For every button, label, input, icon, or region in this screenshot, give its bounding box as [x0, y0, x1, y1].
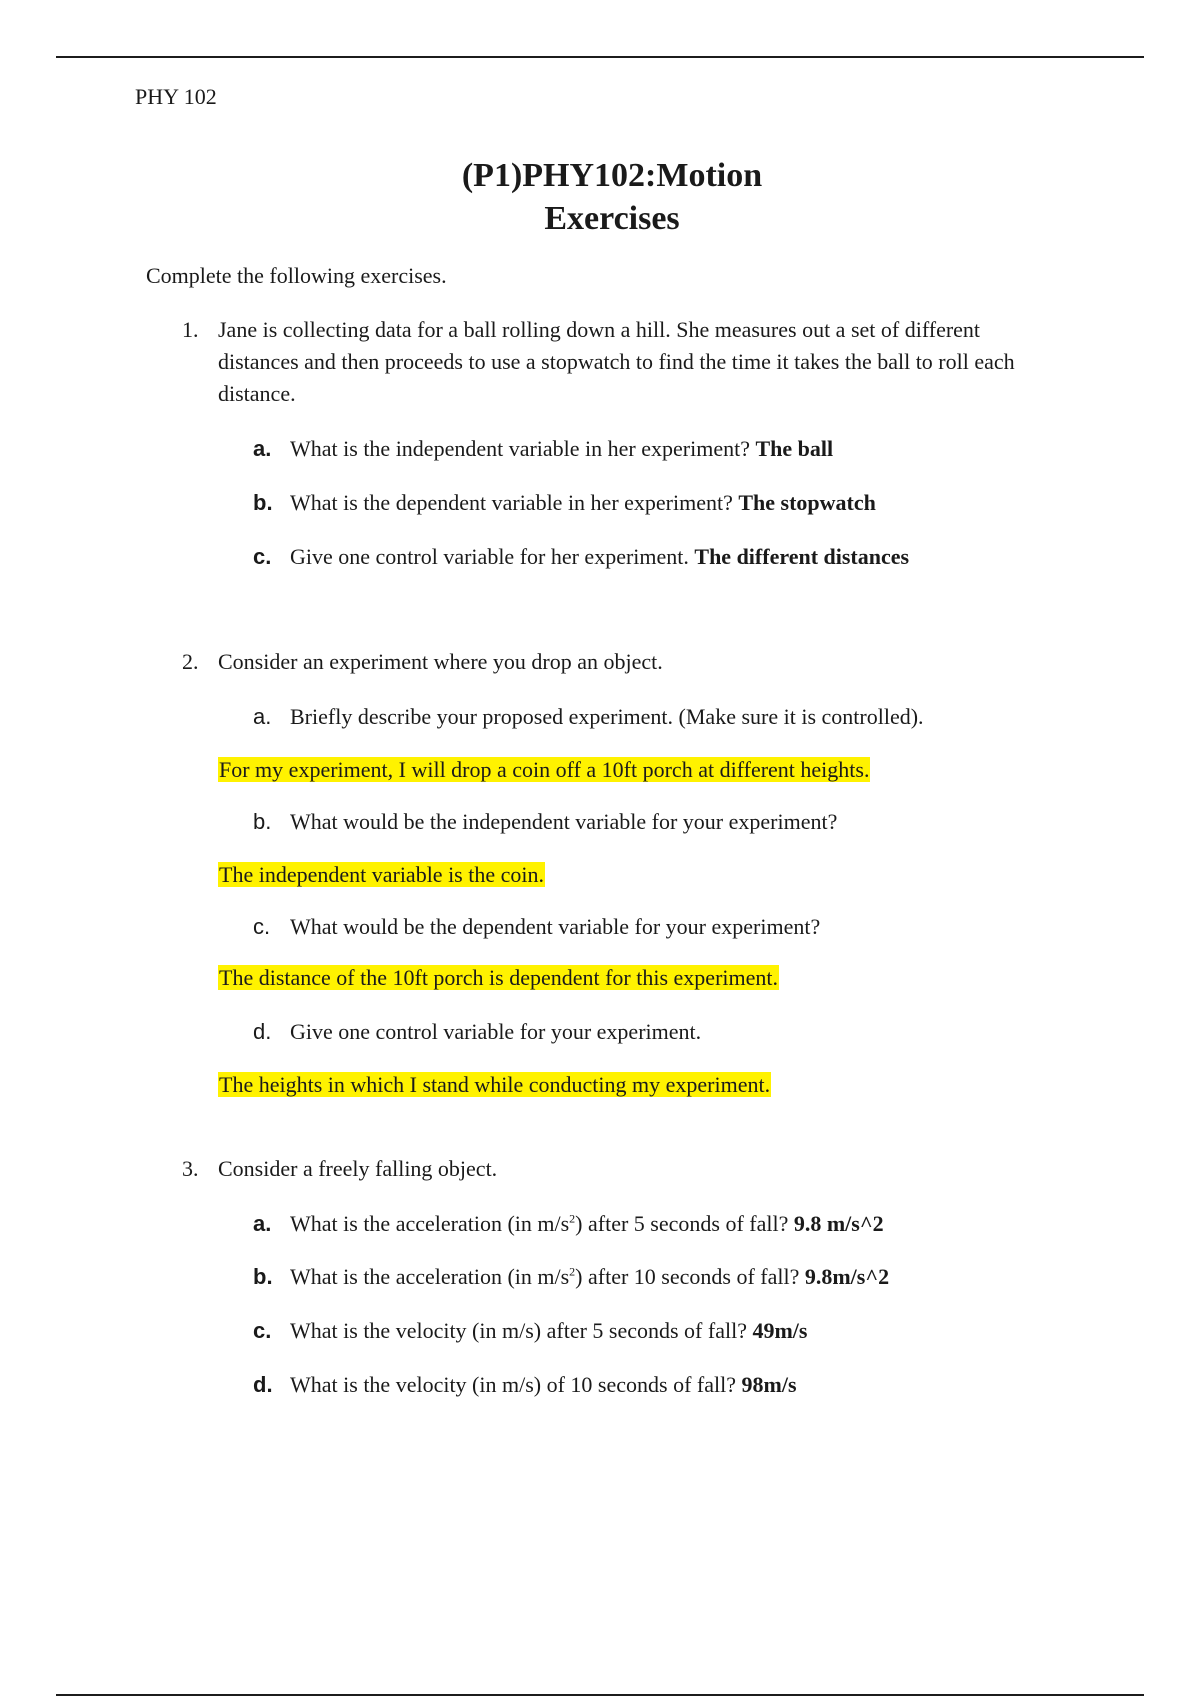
- sub-label: b.: [253, 1264, 273, 1289]
- question-text: Jane is collecting data for a ball rolling down a hill. She measures out a set of different distances and then proceeds to use a stopwatch to find the time it takes the ball to roll each distance.: [218, 317, 1015, 406]
- sub-question: What is the acceleration (in $m/s^2$) after 10 seconds of fall? 9.8m/s^2: [290, 1264, 890, 1289]
- sub-question: What would be the independent variable for your experiment?: [290, 809, 838, 834]
- answer: The different distances: [694, 544, 910, 569]
- answer: 9.8 m/s^2: [793, 1211, 884, 1236]
- sub-label: a.: [253, 1211, 272, 1236]
- top-rule: [56, 56, 1144, 58]
- sub-question: Give one control variable for her experiment. The different distances: [290, 544, 910, 569]
- sub-question: What is the dependent variable in her experiment? The stopwatch: [290, 490, 876, 515]
- answer: 49m/s: [752, 1318, 808, 1343]
- page-title-line-2: Exercises: [544, 200, 680, 237]
- sub-question: Briefly describe your proposed experiment. (Make sure it is controlled).: [290, 704, 924, 729]
- question-number: 1.: [182, 317, 199, 342]
- sub-question: Give one control variable for your experiment.: [290, 1019, 702, 1044]
- sub-label: a.: [253, 704, 272, 729]
- sub-label: b.: [253, 809, 272, 834]
- highlighted-answer: The independent variable is the coin.: [219, 862, 544, 887]
- answer: 98m/s: [741, 1372, 797, 1397]
- highlighted-answer: The distance of the 10ft porch is dependent for this experiment.: [219, 965, 778, 990]
- answer: 9.8m/s^2: [804, 1264, 890, 1289]
- question-number: 2.: [182, 649, 199, 674]
- question-number: 3.: [182, 1156, 199, 1181]
- sub-label: c.: [253, 1318, 272, 1343]
- answer: The ball: [755, 436, 834, 461]
- bottom-rule: [56, 1694, 1144, 1696]
- question-text: Consider an experiment where you drop an object.: [218, 649, 663, 674]
- highlighted-answer: The heights in which I stand while conducting my experiment.: [219, 1072, 771, 1097]
- sub-question: What is the acceleration (in $m/s^2$) after 5 seconds of fall? 9.8 m/s^2: [290, 1211, 884, 1236]
- course-header: PHY 102: [135, 84, 217, 109]
- sub-question: What would be the dependent variable for your experiment?: [290, 914, 821, 939]
- sub-label: c.: [253, 544, 272, 569]
- highlighted-answer: For my experiment, I will drop a coin off a 10ft porch at different heights.: [219, 757, 870, 782]
- sub-question: What is the velocity (in m/s) after 5 seconds of fall? 49m/s: [290, 1318, 808, 1343]
- sub-label: d.: [253, 1019, 272, 1044]
- question-text: Consider a freely falling object.: [218, 1156, 498, 1181]
- sub-question: What is the independent variable in her experiment? The ball: [290, 436, 834, 461]
- sub-question: What is the velocity (in m/s) of 10 seconds of fall? 98m/s: [290, 1372, 797, 1397]
- sub-label: a.: [253, 436, 272, 461]
- page-title-line-1: (P1)PHY102:Motion: [461, 157, 763, 194]
- sub-label: c.: [253, 914, 271, 939]
- instructions: Complete the following exercises.: [146, 263, 447, 288]
- sub-label: b.: [253, 490, 273, 515]
- answer: The stopwatch: [738, 490, 876, 515]
- sub-label: d.: [253, 1372, 273, 1397]
